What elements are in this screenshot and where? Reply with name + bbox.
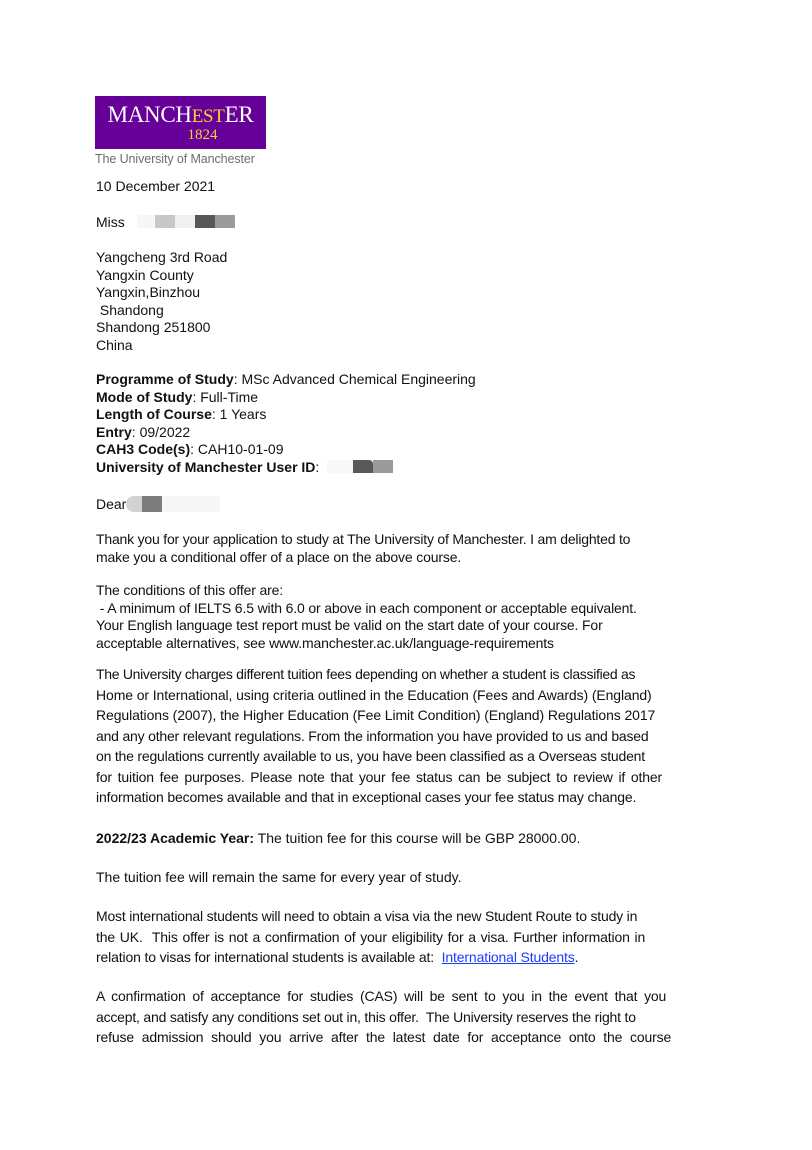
detail-label: University of Manchester User ID xyxy=(96,458,316,475)
logo-word-post: ER xyxy=(224,102,254,127)
letter-date: 10 December 2021 xyxy=(96,178,216,194)
conditions-heading: The conditions of this offer are: xyxy=(96,582,284,598)
detail-label: Entry xyxy=(96,423,132,440)
paragraph-line: and any other relevant regulations. From the information you have provided to us and based xyxy=(96,727,649,744)
fee-amount-text: The tuition fee for this course will be GBP 28000.00. xyxy=(254,830,581,846)
paragraph-line: information becomes available and that in exceptional cases your fee status may change. xyxy=(96,789,637,805)
detail-label: Length of Course xyxy=(96,406,212,422)
redacted-user-id xyxy=(327,459,393,475)
logo-wordmark xyxy=(108,104,254,128)
programme-details xyxy=(96,371,476,476)
intro-paragraph xyxy=(96,531,714,566)
address-line: China xyxy=(96,336,133,353)
paragraph-text: relation to visas for international students is available at: xyxy=(96,949,438,965)
condition-item: - A minimum of IELTS 6.5 with 6.0 or above in each component or acceptable equivalent. xyxy=(96,599,637,616)
salutation-title: Miss xyxy=(96,214,125,230)
address-line: Shandong xyxy=(96,301,164,318)
detail-programme xyxy=(96,371,476,389)
detail-label: CAH3 Code(s) xyxy=(96,441,191,457)
address-line: Yangxin,Binzhou xyxy=(96,284,201,300)
detail-value: : CAH10-01-09 xyxy=(190,441,284,457)
paragraph-line: make you a conditional offer of a place on the above course. xyxy=(96,548,462,565)
detail-entry xyxy=(96,424,476,442)
detail-label: Mode of Study xyxy=(96,388,193,405)
address-line: Shandong 251800 xyxy=(96,319,211,335)
fee-same-note: The tuition fee will remain the same for every year of study. xyxy=(96,869,462,885)
paragraph-line: acceptable alternatives, see www.manchester.ac.uk/language-requirements xyxy=(96,634,554,651)
detail-cah3 xyxy=(96,441,476,459)
logo-year: 1824 xyxy=(187,127,218,143)
detail-value: : xyxy=(315,458,320,475)
greeting: Dear xyxy=(96,496,127,512)
paragraph-line: A confirmation of acceptance for studies (CAS) will be sent to you in the event that you xyxy=(96,988,667,1004)
cas-paragraph xyxy=(96,986,714,1048)
paragraph-line: accept, and satisfy any conditions set out in, this offer. The University reserves the right to xyxy=(96,1008,636,1025)
detail-label: Programme of Study xyxy=(96,371,234,387)
fees-status-paragraph xyxy=(96,664,714,808)
detail-value: : Full-Time xyxy=(192,388,259,405)
paragraph-line: refuse admission should you arrive after the latest date for acceptance onto the course xyxy=(96,1029,672,1045)
paragraph-line: Regulations (2007), the Higher Education (Fee Limit Condition) (England) Regulations 2017 xyxy=(96,707,656,723)
detail-user-id xyxy=(96,459,476,477)
paragraph-line: for tuition fee purposes. Please note that your fee status can be subject to review if other xyxy=(96,768,663,785)
university-logo xyxy=(95,96,266,149)
paragraph-line: on the regulations currently available to us, you have been classified as a Overseas student xyxy=(96,748,645,764)
address-line: Yangxin County xyxy=(96,266,194,283)
recipient-address xyxy=(96,249,227,354)
sentence-end: . xyxy=(574,949,579,965)
detail-value: : MSc Advanced Chemical Engineering xyxy=(233,371,476,387)
paragraph-line: The University charges different tuition fees depending on whether a student is classified as xyxy=(96,666,636,682)
offer-conditions xyxy=(96,582,714,652)
paragraph-line: Most international students will need to obtain a visa via the new Student Route to study in xyxy=(96,908,638,924)
logo-word-est: EST xyxy=(191,106,225,127)
fee-year-label: 2022/23 Academic Year: xyxy=(96,830,255,846)
address-line: Yangcheng 3rd Road xyxy=(96,249,228,265)
paragraph-line: Home or International, using criteria outlined in the Education (Fees and Awards) (England) xyxy=(96,686,652,703)
detail-value: : 09/2022 xyxy=(131,423,191,440)
tuition-fee-line xyxy=(96,830,580,848)
recipient-name-line xyxy=(96,214,235,232)
international-students-link[interactable]: International Students xyxy=(441,949,575,965)
detail-length xyxy=(96,406,476,424)
detail-value: : 1 Years xyxy=(211,406,267,422)
redacted-name xyxy=(137,214,235,230)
greeting-line xyxy=(96,496,220,514)
detail-mode xyxy=(96,389,476,407)
paragraph-line-with-link xyxy=(96,947,714,968)
visa-paragraph xyxy=(96,906,714,968)
logo-subtitle: The University of Manchester xyxy=(95,152,255,166)
redacted-greeting-name xyxy=(126,496,220,512)
paragraph-line: the UK. This offer is not a confirmation of your eligibility for a visa. Further information in xyxy=(96,928,646,945)
paragraph-line: Your English language test report must be valid on the start date of your course. For xyxy=(96,617,603,633)
paragraph-line: Thank you for your application to study at The University of Manchester. I am delighted to xyxy=(96,531,631,547)
logo-word-pre: MANCH xyxy=(107,102,192,127)
